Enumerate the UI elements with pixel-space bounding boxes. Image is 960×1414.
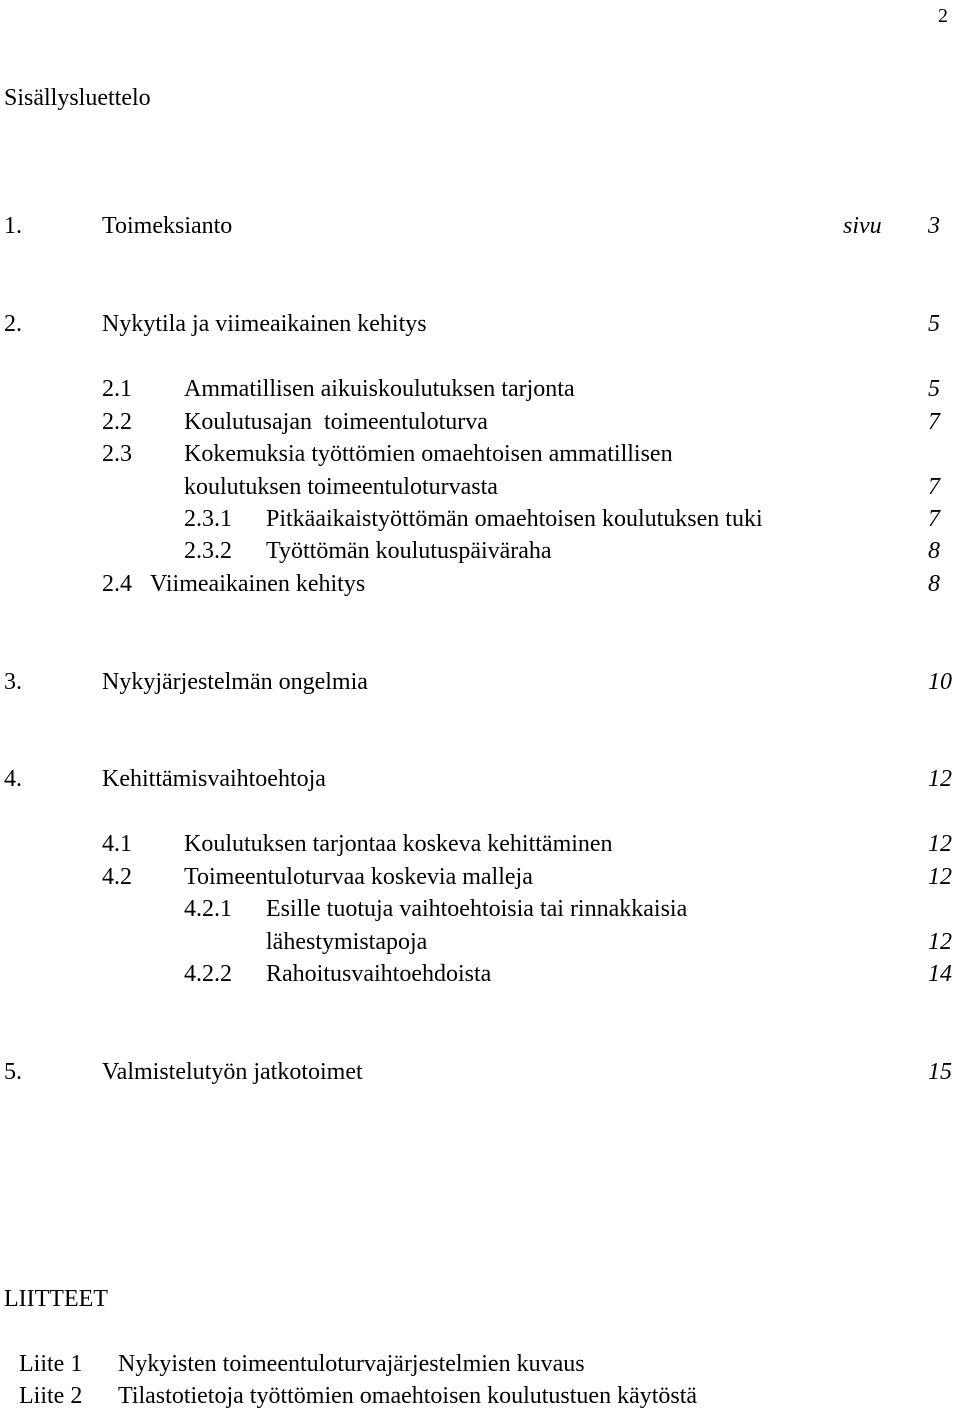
toc-entry-number: 4.2.1 (184, 896, 232, 922)
toc-entry-title: Viimeaikainen kehitys (150, 571, 366, 597)
toc-entry-number: 2.3.1 (184, 506, 232, 532)
toc-entry-title: Nykytila ja viimeaikainen kehitys (102, 311, 427, 337)
toc-entry-page: 12 (928, 831, 952, 857)
toc-entry-page: 14 (928, 961, 952, 987)
toc-entry-page: 5 (928, 311, 940, 337)
sivu-label: sivu (843, 213, 882, 239)
toc-entry-title: Toimeentuloturvaa koskevia malleja (184, 864, 533, 890)
toc-entry-title-continued: lähestymistapoja (266, 929, 428, 955)
appendix-text: Nykyisten toimeentuloturvajärjestelmien kuvaus (118, 1351, 585, 1377)
toc-entry-number: 4. (4, 766, 22, 792)
toc-entry-number: 2.2 (102, 409, 132, 435)
toc-entry-number: 2. (4, 311, 22, 337)
toc-entry-page: 5 (928, 376, 940, 402)
toc-entry-number: 4.1 (102, 831, 132, 857)
toc-entry-number: 4.2 (102, 864, 132, 890)
toc-title: Sisällysluettelo (4, 85, 151, 111)
toc-entry-number: 2.3.2 (184, 538, 232, 564)
toc-entry-title: Toimeksianto (102, 213, 233, 239)
toc-entry-page: 15 (928, 1059, 952, 1085)
toc-entry-title-continued: koulutuksen toimeentuloturvasta (184, 474, 498, 500)
toc-entry-page: 12 (928, 929, 952, 955)
appendix-label: Liite 2 (19, 1383, 83, 1409)
toc-entry-number: 3. (4, 669, 22, 695)
toc-entry-title: Koulutusajan toimeentuloturva (184, 409, 488, 435)
toc-entry-page: 7 (928, 506, 940, 532)
toc-entry-page: 7 (928, 474, 940, 500)
toc-entry-title: Pitkäaikaistyöttömän omaehtoisen koulutuksen tuki (266, 506, 763, 532)
toc-entry-page: 7 (928, 409, 940, 435)
toc-entry-title: Kehittämisvaihtoehtoja (102, 766, 326, 792)
toc-entry-title: Kokemuksia työttömien omaehtoisen ammatillisen (184, 441, 673, 467)
toc-entry-title: Valmistelutyön jatkotoimet (102, 1059, 363, 1085)
toc-entry-page: 10 (928, 669, 952, 695)
toc-entry-page: 8 (928, 538, 940, 564)
page-number: 2 (938, 5, 948, 27)
toc-entry-page: 12 (928, 766, 952, 792)
toc-entry-number: 4.2.2 (184, 961, 232, 987)
toc-entry-page: 8 (928, 571, 940, 597)
toc-entry-title: Esille tuotuja vaihtoehtoisia tai rinnakkaisia (266, 896, 688, 922)
toc-entry-number: 1. (4, 213, 22, 239)
toc-entry-number: 2.1 (102, 376, 132, 402)
toc-entry-number: 2.4 (102, 571, 132, 597)
toc-entry-title: Nykyjärjestelmän ongelmia (102, 669, 368, 695)
toc-entry-page: 3 (928, 213, 940, 239)
toc-entry-page: 12 (928, 864, 952, 890)
toc-entry-title: Rahoitusvaihtoehdoista (266, 961, 492, 987)
toc-entry-number: 2.3 (102, 441, 132, 467)
toc-entry-title: Työttömän koulutuspäiväraha (266, 538, 552, 564)
toc-entry-title: Koulutuksen tarjontaa koskeva kehittäminen (184, 831, 613, 857)
appendix-text: Tilastotietoja työttömien omaehtoisen koulutustuen käytöstä (118, 1383, 698, 1409)
toc-entry-number: 5. (4, 1059, 22, 1085)
appendix-label: Liite 1 (19, 1351, 83, 1377)
toc-entry-title: Ammatillisen aikuiskoulutuksen tarjonta (184, 376, 575, 402)
appendices-title: LIITTEET (4, 1286, 108, 1312)
